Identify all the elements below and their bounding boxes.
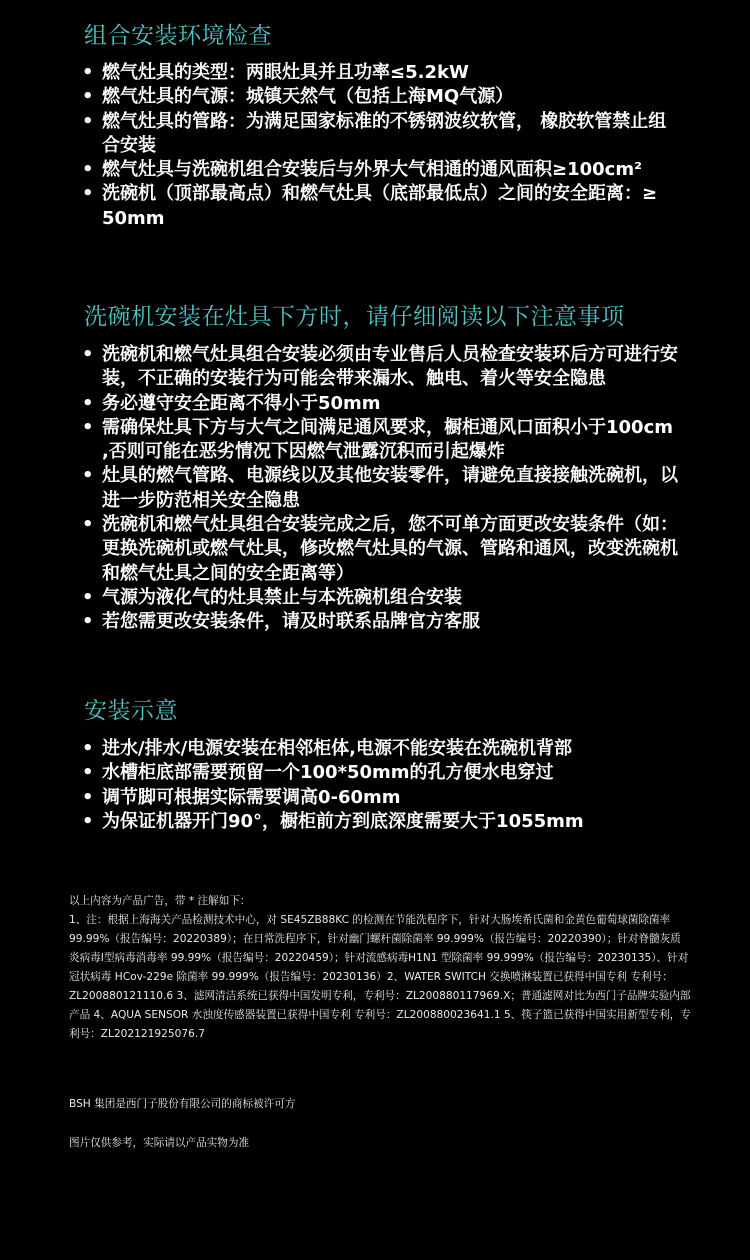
list-item-text: 需确保灶具下方与大气之间满足通风要求，橱柜通风口面积小于100cm ,否则可能在恶劣情况下因燃气泄露沉积而引起爆炸 [102, 416, 673, 463]
section-title: 安装示意 [84, 698, 178, 724]
disclaimer-note: 图片仅供参考，实际请以产品实物为准 [69, 1137, 250, 1149]
bullet-list [82, 737, 682, 834]
list-item [82, 786, 682, 810]
list-item [82, 182, 682, 231]
bullet-icon: • [82, 738, 94, 759]
bullet-icon: • [82, 110, 94, 132]
bullet-icon: • [82, 344, 94, 365]
footnote-details: 1、注：根据上海海关产品检测技术中心，对 SE45ZB88KC 的检测在节能洗程序下，针对大肠埃希氏菌和金黄色葡萄球菌除菌率 99.99%（报告编号：20220389）；在日常洗程序下，针对幽门螺杆菌除菌率 99.999%（报告编号：20220390）；针对脊髓灰质炎病毒I型病毒消毒率 99.99%（报告编号：20220459）；针对流感病毒H1N1 型除菌率 99.999%（报告编号：20230135）、针对冠状病毒 HCov-229e 除菌率 99.999%（报告编号：20230136）2、WATER SWITCH 交换喷淋装置已获得中国专利 专利号：ZL200880121110.6 3、滤网清洁系统已获得中国发明专利，专利号：ZL200880117969.X；普通滤网对比为西门子品牌实验内部产品 4、AQUA SENSOR 水浊度传感器装置已获得中国专利 专利号：ZL200880023641.1 5、筷子篮已获得中国实用新型专利，专利号：ZL202121925076.7 [69, 914, 691, 1040]
bullet-icon: • [82, 586, 94, 608]
list-item-text: 燃气灶具的管路：为满足国家标准的不锈钢波纹软管， 橡胶软管禁止组合安装 [102, 110, 667, 156]
bullet-icon: • [82, 86, 94, 108]
trademark-note: BSH 集团是西门子股份有限公司的商标被许可方 [69, 1098, 296, 1110]
list-item-text: 洗碗机（顶部最高点）和燃气灶具（底部最低点）之间的安全距离：≥ 50mm [102, 183, 658, 229]
list-item-text: 洗碗机和燃气灶具组合安装完成之后，您不可单方面更改安装条件（如：更换洗碗机或燃气灶具，修改燃气灶具的气源、管路和通风，改变洗碗机和燃气灶具之间的安全距离等） [102, 514, 678, 584]
list-item [82, 513, 682, 586]
bullet-icon: • [82, 611, 94, 633]
bullet-list [82, 343, 682, 635]
list-item-text: 务必遵守安全距离不得小于50mm [102, 392, 381, 414]
list-item [82, 61, 682, 85]
list-item [82, 737, 682, 761]
list-item [82, 761, 682, 785]
list-item-text: 水槽柜底部需要预留一个100*50mm的孔方便水电穿过 [102, 762, 554, 784]
list-item [82, 85, 682, 109]
bullet-icon: • [82, 392, 94, 414]
list-item-text: 气源为液化气的灶具禁止与本洗碗机组合安装 [102, 586, 462, 608]
list-item [82, 416, 682, 465]
list-item-text: 为保证机器开门90°，橱柜前方到底深度需要大于1055mm [102, 810, 584, 832]
bullet-icon: • [82, 183, 94, 205]
list-item-text: 调节脚可根据实际需要调高0-60mm [102, 786, 401, 808]
section-title: 组合安装环境检查 [84, 23, 272, 49]
bullet-icon: • [82, 762, 94, 784]
list-item-text: 燃气灶具的类型：两眼灶具并且功率≤5.2kW [102, 62, 469, 83]
ad-note: 以上内容为产品广告，带 * 注解如下： [69, 895, 251, 907]
list-item-text: 燃气灶具的气源：城镇天然气（包括上海MQ气源） [102, 86, 514, 108]
list-item [82, 586, 682, 610]
bullet-icon: • [82, 465, 94, 487]
section-title: 洗碗机安装在灶具下方时，请仔细阅读以下注意事项 [84, 304, 625, 330]
list-item-text: 进水/排水/电源安装在相邻柜体,电源不能安装在洗碗机背部 [102, 738, 572, 759]
list-item [82, 464, 682, 513]
list-item [82, 158, 682, 182]
list-item-text: 洗碗机和燃气灶具组合安装必须由专业售后人员检查安装环后方可进行安装，不正确的安装行为可能会带来漏水、触电、着火等安全隐患 [102, 344, 678, 390]
list-item-text: 燃气灶具与洗碗机组合安装后与外界大气相通的通风面积≥100cm² [102, 159, 642, 181]
bullet-list [82, 61, 682, 231]
bullet-icon: • [82, 62, 94, 83]
list-item [82, 392, 682, 416]
list-item-text: 灶具的燃气管路、电源线以及其他安装零件，请避免直接接触洗碗机，以进一步防范相关安全隐患 [102, 465, 678, 511]
bullet-icon: • [82, 786, 94, 808]
bullet-icon: • [82, 810, 94, 832]
list-item [82, 343, 682, 392]
bullet-icon: • [82, 416, 94, 438]
list-item-text: 若您需更改安装条件，请及时联系品牌官方客服 [102, 611, 480, 633]
list-item [82, 110, 682, 159]
bullet-icon: • [82, 159, 94, 181]
list-item [82, 610, 682, 634]
bullet-icon: • [82, 514, 94, 536]
list-item [82, 810, 682, 834]
